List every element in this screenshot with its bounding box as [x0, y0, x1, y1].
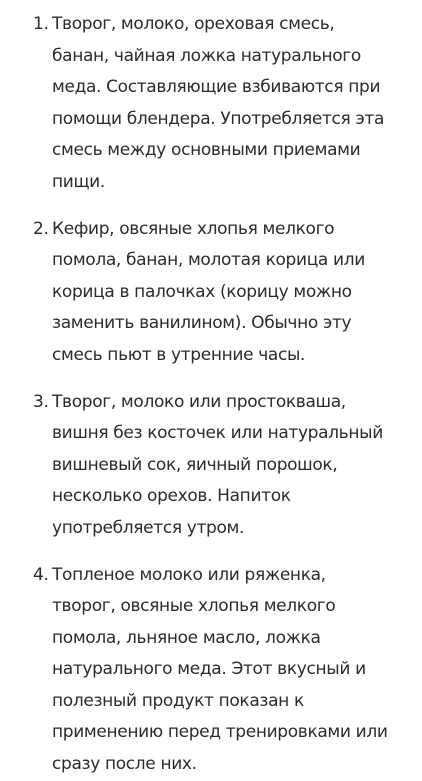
list-item-text: Топленое молоко или ряженка, творог, овсяные хлопья мелкого помола, льняное масло, ложка натурального меда. Этот вкусный и полезный продукт показан к применению перед тренировками или сразу после них. [52, 564, 388, 775]
list-item [0, 560, 422, 781]
recipe-list [0, 9, 422, 781]
list-item-text: Кефир, овсяные хлопья мелкого помола, банан, молотая корица или корица в палочках (корицу можно заменить ванилином). Обычно эту смесь пьют в утренние часы. [52, 218, 365, 365]
list-item-text: Творог, молоко или простокваша, вишня без косточек или натуральный вишневый сок, яичный порошок, несколько орехов. Напиток употребляется утром. [52, 391, 383, 538]
list-item-text: Творог, молоко, ореховая смесь, банан, чайная ложка натурального меда. Составляющие взбиваются при помощи блендера. Употребляется эта смесь между основными приемами пищи. [52, 14, 385, 192]
list-item-number: 4. [33, 564, 49, 585]
list-item [0, 387, 422, 545]
list-item-number: 3. [33, 391, 49, 412]
list-item-number: 2. [33, 218, 49, 239]
list-item [0, 9, 422, 199]
list-item-number: 1. [33, 14, 49, 34]
list-item [0, 214, 422, 372]
